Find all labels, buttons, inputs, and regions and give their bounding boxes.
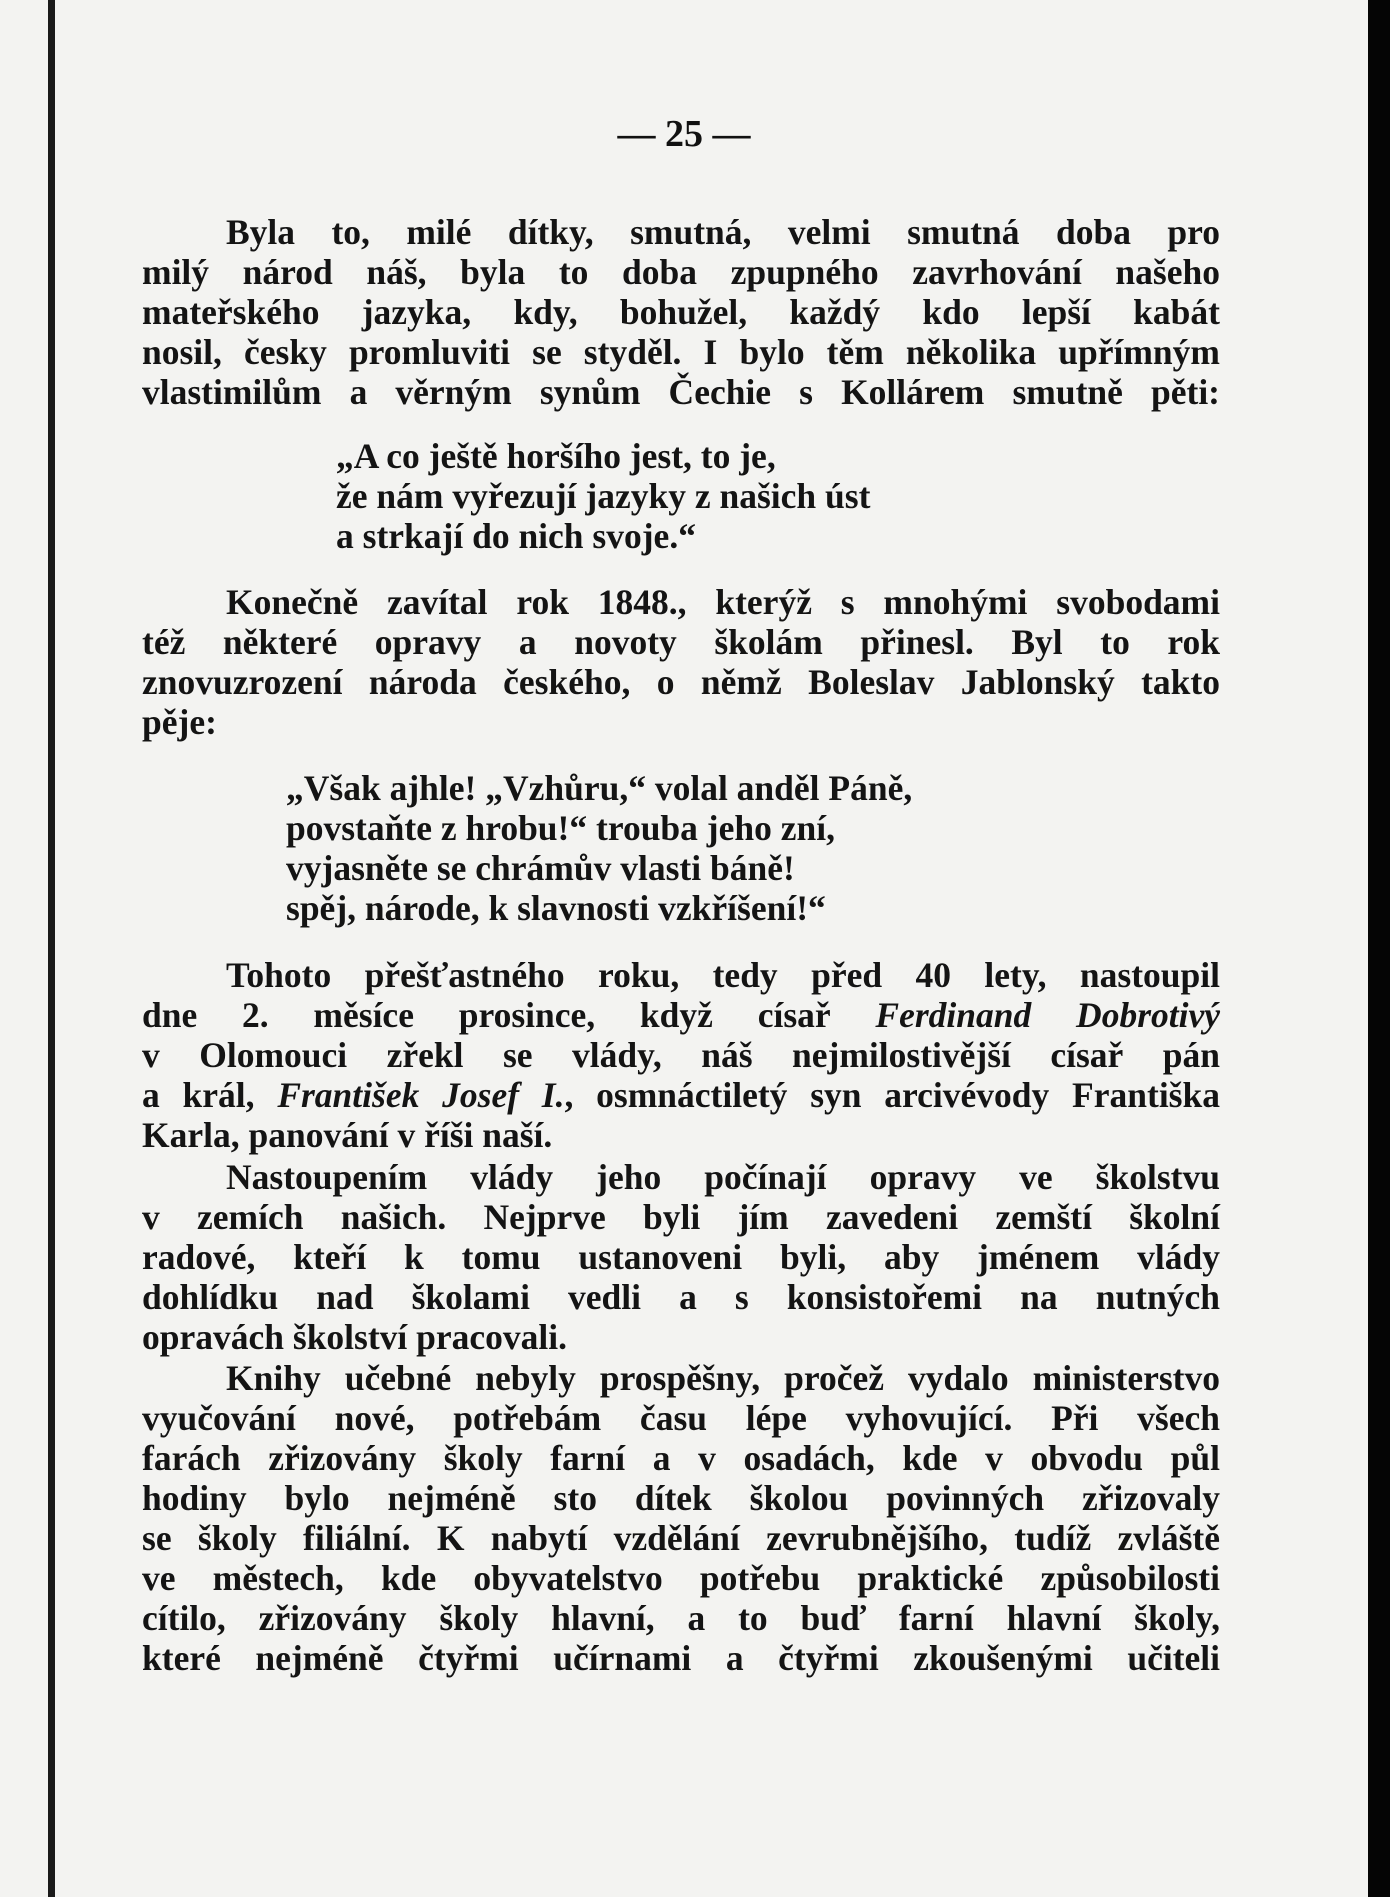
text-line: se školy filiální. K nabytí vzdělání zevrubnějšího, tudíž zvláště	[142, 1518, 1220, 1558]
text-run: dne 2. měsíce prosince, když císař	[142, 995, 876, 1035]
scan-border	[1368, 0, 1390, 1897]
text-line: pěje:	[142, 702, 217, 742]
binding-edge	[48, 0, 55, 1897]
paragraph-5	[142, 1358, 1220, 1678]
text-line: cítilo, zřizovány školy hlavní, a to buď farní hlavní školy,	[142, 1598, 1220, 1638]
text-run: , osmnáctiletý syn arcivévody Františka	[564, 1075, 1220, 1115]
text-line: Nastoupením vlády jeho počínají opravy ve školstvu	[226, 1157, 1220, 1197]
text-line	[142, 995, 1220, 1035]
page-number: — 25 —	[617, 113, 751, 155]
text-line: vlastimilům a věrným synům Čechie s Kollárem smutně pěti:	[142, 372, 1220, 412]
text-line: které nejméně čtyřmi učírnami a čtyřmi zkoušenými učiteli	[142, 1638, 1220, 1678]
text-line: opravách školství pracovali.	[142, 1317, 568, 1357]
text-line: v Olomouci zřekl se vlády, náš nejmilostivější císař pán	[142, 1035, 1220, 1075]
text-line: Knihy učebné nebyly prospěšny, pročež vydalo ministerstvo	[226, 1358, 1220, 1398]
text-line: znovuzrození národa českého, o němž Boleslav Jablonský takto	[142, 662, 1220, 702]
text-line: ve městech, kde obyvatelstvo potřebu praktické způsobilosti	[142, 1558, 1220, 1598]
paragraph-4	[142, 1157, 1220, 1357]
text-line: farách zřizovány školy farní a v osadách, kde v obvodu půl	[142, 1438, 1220, 1478]
text-line: nosil, česky promluviti se styděl. I bylo těm několika upřímným	[142, 332, 1220, 372]
text-line: radové, kteří k tomu ustanoveni byli, aby jménem vlády	[142, 1237, 1220, 1277]
verse-line: „Však ajhle! „Vzhůru,“ volal anděl Páně,	[286, 768, 913, 808]
text-run: a král,	[142, 1075, 278, 1115]
verse-line: „A co ještě horšího jest, to je,	[336, 436, 776, 476]
text-line: Byla to, milé dítky, smutná, velmi smutná doba pro	[226, 212, 1220, 252]
text-line: Tohoto přešťastného roku, tedy před 40 lety, nastoupil	[226, 955, 1220, 995]
text-line: v zemích našich. Nejprve byli jím zavedeni zemští školní	[142, 1197, 1220, 1237]
emperor-name-franz-joseph: František Josef I.	[277, 1075, 565, 1115]
verse-line: že nám vyřezují jazyky z našich úst	[336, 476, 871, 516]
verse-line: vyjasněte se chrámův vlasti báně!	[286, 848, 795, 888]
emperor-name-ferdinand: Ferdinand Dobrotivý	[875, 995, 1220, 1035]
paragraph-1	[142, 212, 1220, 412]
verse-line: spěj, národe, k slavnosti vzkříšení!“	[286, 888, 826, 928]
text-line: hodiny bylo nejméně sto dítek školou povinných zřizovaly	[142, 1478, 1220, 1518]
text-line	[142, 1075, 1220, 1115]
paragraph-3	[142, 955, 1220, 1155]
verse-line: povstaňte z hrobu!“ trouba jeho zní,	[286, 808, 835, 848]
verse-quote-kollar	[336, 436, 870, 556]
text-line: milý národ náš, byla to doba zpupného zavrhování našeho	[142, 252, 1220, 292]
verse-line: a strkají do nich svoje.“	[336, 516, 696, 556]
text-line: mateřského jazyka, kdy, bohužel, každý kdo lepší kabát	[142, 292, 1220, 332]
text-line: dohlídku nad školami vedli a s konsistořemi na nutných	[142, 1277, 1220, 1317]
text-line: vyučování nové, potřebám času lépe vyhovující. Při všech	[142, 1398, 1220, 1438]
paragraph-2	[142, 582, 1220, 742]
verse-quote-jablonsky	[286, 768, 912, 928]
text-line: Konečně zavítal rok 1848., kterýž s mnohými svobodami	[226, 582, 1220, 622]
text-line: Karla, panování v říši naší.	[142, 1115, 553, 1155]
text-line: též některé opravy a novoty školám přinesl. Byl to rok	[142, 622, 1220, 662]
